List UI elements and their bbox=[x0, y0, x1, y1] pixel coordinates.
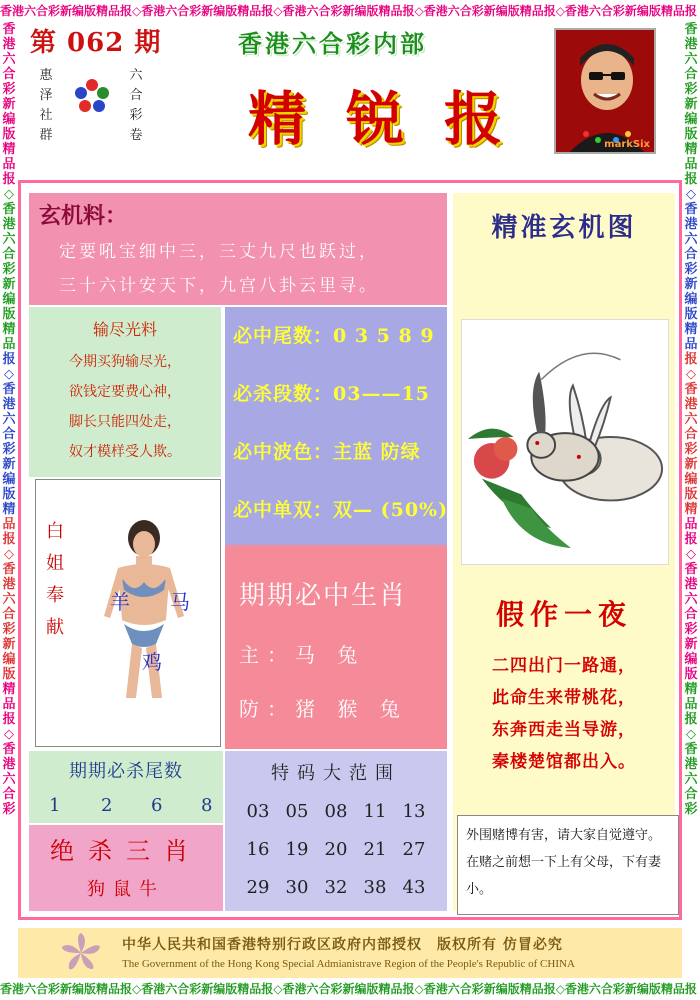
side-border-glyph: 香 bbox=[2, 742, 16, 757]
range-number: 20 bbox=[324, 839, 348, 860]
gift-zodiac-rooster: 鸡 bbox=[142, 650, 162, 674]
side-border-glyph: 六 bbox=[684, 52, 698, 67]
side-border-glyph: 品 bbox=[2, 697, 16, 712]
side-border-glyph: ◇ bbox=[4, 727, 14, 742]
mystery-picture-title: 精准玄机图 bbox=[491, 213, 637, 243]
side-border-glyph: 合 bbox=[684, 427, 698, 442]
side-border-glyph: 六 bbox=[2, 52, 16, 67]
gift-zodiac-sheep: 羊 bbox=[110, 590, 130, 614]
side-border-glyph: 新 bbox=[684, 97, 698, 112]
footer-chinese-text: 中华人民共和国香港特别行政区政府内部授权 版权所有 仿冒必究 bbox=[122, 937, 563, 953]
side-border-glyph: 彩 bbox=[2, 802, 16, 817]
side-border-glyph: 精 bbox=[2, 502, 16, 517]
range-number: 30 bbox=[285, 877, 309, 898]
side-border-glyph: 港 bbox=[2, 217, 16, 232]
portrait-brand: markSix bbox=[604, 139, 650, 150]
side-border-glyph: 香 bbox=[2, 382, 16, 397]
side-border-glyph: 版 bbox=[684, 127, 698, 142]
side-border-glyph: 港 bbox=[684, 577, 698, 592]
side-border-glyph: 新 bbox=[2, 97, 16, 112]
side-border-glyph: 编 bbox=[684, 292, 698, 307]
poem-line: 此命生来带桃花， bbox=[492, 688, 636, 708]
lost-line: 欲钱定要费心神， bbox=[69, 384, 181, 400]
range-number: 32 bbox=[324, 877, 348, 898]
side-border-glyph: ◇ bbox=[4, 187, 14, 202]
side-border-glyph: 品 bbox=[684, 157, 698, 172]
kill-tail-number: 8 bbox=[201, 795, 213, 816]
side-border-glyph: 香 bbox=[2, 562, 16, 577]
top-border-strip bbox=[0, 0, 700, 22]
lost-line: 今期买狗输尽光， bbox=[69, 354, 181, 370]
side-border-glyph: 版 bbox=[2, 487, 16, 502]
footer bbox=[18, 928, 682, 978]
side-border-glyph: 彩 bbox=[684, 622, 698, 637]
side-border-glyph: 编 bbox=[2, 112, 16, 127]
prediction-tail-numbers: 必中尾数：0 3 5 8 9 bbox=[233, 325, 435, 347]
side-border-glyph: 新 bbox=[684, 457, 698, 472]
lost-line: 脚长只能四处走， bbox=[69, 414, 181, 430]
side-border-glyph: 合 bbox=[684, 247, 698, 262]
side-border-glyph: 港 bbox=[684, 217, 698, 232]
range-panel bbox=[225, 751, 447, 911]
side-border-glyph: 港 bbox=[684, 37, 698, 52]
side-border-glyph: 报 bbox=[684, 532, 698, 547]
range-number: 13 bbox=[402, 801, 426, 822]
logo bbox=[30, 62, 160, 143]
side-border-glyph: 彩 bbox=[684, 802, 698, 817]
portrait-illustration bbox=[556, 30, 656, 154]
side-border-glyph: ◇ bbox=[4, 547, 14, 562]
side-border-glyph: 合 bbox=[2, 247, 16, 262]
riddle-line: 定要吼宝细中三，三丈九尺也跃过， bbox=[59, 242, 379, 262]
range-number: 43 bbox=[402, 877, 426, 898]
gift-panel bbox=[35, 479, 221, 747]
side-border-glyph: 港 bbox=[684, 757, 698, 772]
side-border-glyph: 版 bbox=[684, 487, 698, 502]
side-border-glyph: 版 bbox=[684, 307, 698, 322]
logo-left-text: 惠泽社群 bbox=[39, 68, 53, 143]
side-border-glyph: ◇ bbox=[686, 547, 696, 562]
side-border-glyph: 港 bbox=[2, 757, 16, 772]
riddle-title: 玄机料： bbox=[39, 203, 128, 229]
zodiac-title: 期期必中生肖 bbox=[239, 581, 408, 611]
side-border-glyph: 合 bbox=[2, 427, 16, 442]
side-border-glyph: 版 bbox=[2, 127, 16, 142]
side-border-glyph: 品 bbox=[2, 337, 16, 352]
side-border-glyph: 报 bbox=[2, 712, 16, 727]
side-border-glyph: 香 bbox=[684, 382, 698, 397]
prediction-odd-even: 必中单双：双— (50%) bbox=[233, 499, 449, 521]
side-border-glyph: ◇ bbox=[686, 367, 696, 382]
side-border-glyph: 香 bbox=[684, 562, 698, 577]
side-border-glyph: 港 bbox=[2, 397, 16, 412]
footer-english-text: The Government of the Hong Kong Special Admianistrave Region of the People's Republic of CHINA bbox=[122, 958, 575, 970]
side-border-glyph: 六 bbox=[2, 592, 16, 607]
kill-tail-number: 1 bbox=[49, 795, 61, 816]
side-border-glyph: 报 bbox=[2, 532, 16, 547]
side-border-glyph: 彩 bbox=[2, 262, 16, 277]
range-number: 21 bbox=[363, 839, 387, 860]
side-border-glyph: 精 bbox=[684, 502, 698, 517]
side-border-glyph: 彩 bbox=[684, 262, 698, 277]
lost-title: 输尽光料 bbox=[92, 320, 157, 339]
main-frame bbox=[18, 180, 682, 920]
predictions-panel bbox=[225, 307, 447, 545]
kill-tail-title: 期期必杀尾数 bbox=[69, 761, 183, 782]
side-border-glyph: 香 bbox=[684, 22, 698, 37]
side-border-glyph: 品 bbox=[2, 517, 16, 532]
kill-tail-panel bbox=[29, 751, 223, 823]
range-number: 29 bbox=[246, 877, 270, 898]
side-border-glyph: 版 bbox=[2, 667, 16, 682]
range-number: 08 bbox=[324, 801, 348, 822]
side-border-glyph: 品 bbox=[684, 697, 698, 712]
bauhinia-flower-icon bbox=[58, 930, 104, 976]
range-number: 05 bbox=[285, 801, 309, 822]
range-number: 03 bbox=[246, 801, 270, 822]
side-border-glyph: 彩 bbox=[2, 442, 16, 457]
kill-tail-number: 6 bbox=[151, 795, 163, 816]
gift-zodiac-horse: 马 bbox=[170, 590, 190, 614]
side-border-glyph: 合 bbox=[684, 787, 698, 802]
side-border-glyph: 编 bbox=[2, 652, 16, 667]
riddle-panel bbox=[29, 193, 447, 305]
range-number: 19 bbox=[285, 839, 309, 860]
side-border-glyph: 六 bbox=[2, 412, 16, 427]
side-border-glyph: 彩 bbox=[2, 622, 16, 637]
riddle-line: 三十六计安天下，九宫八卦云里寻。 bbox=[59, 276, 379, 296]
header bbox=[18, 22, 682, 170]
side-border-glyph: 彩 bbox=[684, 442, 698, 457]
side-border-glyph: 新 bbox=[684, 637, 698, 652]
side-border-glyph: 报 bbox=[2, 352, 16, 367]
side-border-glyph: 版 bbox=[684, 667, 698, 682]
side-border-glyph: 彩 bbox=[2, 82, 16, 97]
side-border-glyph: 编 bbox=[684, 112, 698, 127]
side-border-glyph: 港 bbox=[2, 577, 16, 592]
side-border-glyph: 报 bbox=[684, 352, 698, 367]
range-number: 38 bbox=[363, 877, 387, 898]
issue-number: 第 062 期 bbox=[30, 28, 162, 58]
left-border-strip bbox=[0, 22, 18, 978]
page-title: 精锐报 bbox=[248, 85, 543, 153]
side-border-glyph: 合 bbox=[684, 607, 698, 622]
side-border-glyph: 六 bbox=[684, 232, 698, 247]
right-border-strip bbox=[682, 22, 700, 978]
side-border-glyph: 精 bbox=[684, 682, 698, 697]
bottom-border-strip bbox=[0, 978, 700, 1000]
kill-three-panel bbox=[29, 825, 223, 911]
side-border-glyph: 精 bbox=[684, 142, 698, 157]
side-border-glyph: 六 bbox=[684, 592, 698, 607]
range-number: 11 bbox=[363, 801, 387, 822]
gambling-notice: 外围赌博有害，请大家自觉遵守。在赌之前想一下上有父母，下有妻小。 bbox=[457, 815, 679, 915]
side-border-glyph: 精 bbox=[684, 322, 698, 337]
logo-right-text: 六合彩卷 bbox=[129, 68, 143, 143]
zodiac-panel bbox=[225, 545, 447, 749]
side-border-glyph: 报 bbox=[684, 712, 698, 727]
range-title: 特码大范围 bbox=[271, 763, 401, 784]
side-border-glyph: 编 bbox=[2, 472, 16, 487]
kill-three-title: 绝杀三肖 bbox=[50, 837, 202, 865]
range-number: 16 bbox=[246, 839, 270, 860]
side-border-glyph: ◇ bbox=[686, 727, 696, 742]
gift-vertical-text: 白姐奉献 bbox=[46, 521, 64, 638]
zodiac-main: 主：马 兔 bbox=[239, 643, 366, 667]
range-number: 27 bbox=[402, 839, 426, 860]
side-border-glyph: 六 bbox=[2, 772, 16, 787]
side-border-glyph: 六 bbox=[684, 412, 698, 427]
side-border-glyph: 精 bbox=[2, 142, 16, 157]
side-border-glyph: ◇ bbox=[4, 367, 14, 382]
side-border-glyph: 精 bbox=[2, 682, 16, 697]
rabbit-painting bbox=[461, 319, 669, 565]
top-border-text: 香港六合彩新编版精品报◇香港六合彩新编版精品报◇香港六合彩新编版精品报◇香港六合彩新编版精品报◇香港六合彩新编版精品报 bbox=[0, 4, 697, 18]
side-border-glyph: 编 bbox=[684, 652, 698, 667]
side-border-glyph: 合 bbox=[2, 607, 16, 622]
side-border-glyph: 版 bbox=[2, 307, 16, 322]
poem-line: 二四出门一路通， bbox=[492, 656, 636, 676]
prediction-kill-segment: 必杀段数：03——15 bbox=[233, 383, 430, 405]
side-border-glyph: 品 bbox=[684, 517, 698, 532]
side-border-glyph: 新 bbox=[684, 277, 698, 292]
side-border-glyph: 新 bbox=[2, 277, 16, 292]
side-border-glyph: 精 bbox=[2, 322, 16, 337]
side-border-glyph: 合 bbox=[2, 787, 16, 802]
subtitle: 香港六合彩内部 bbox=[238, 29, 427, 58]
side-border-glyph: 六 bbox=[2, 232, 16, 247]
side-border-glyph: 报 bbox=[2, 172, 16, 187]
lottery-balls-icon bbox=[72, 76, 112, 116]
side-border-glyph: 报 bbox=[684, 172, 698, 187]
side-border-glyph: ◇ bbox=[686, 187, 696, 202]
lost-panel bbox=[29, 307, 221, 477]
side-border-glyph: 香 bbox=[684, 742, 698, 757]
side-border-glyph: 合 bbox=[684, 67, 698, 82]
side-border-glyph: 香 bbox=[684, 202, 698, 217]
side-border-glyph: 编 bbox=[2, 292, 16, 307]
side-border-glyph: 合 bbox=[2, 67, 16, 82]
zodiac-guard: 防：猪 猴 兔 bbox=[239, 697, 408, 721]
prediction-wave-color: 必中波色：主蓝 防绿 bbox=[233, 441, 421, 463]
poem-title: 假作一夜 bbox=[495, 598, 632, 631]
side-border-glyph: 编 bbox=[684, 472, 698, 487]
side-border-glyph: 彩 bbox=[684, 82, 698, 97]
side-border-glyph: 香 bbox=[2, 202, 16, 217]
lost-line: 奴才模样受人欺。 bbox=[69, 444, 181, 460]
side-border-glyph: 品 bbox=[2, 157, 16, 172]
side-border-glyph: 新 bbox=[2, 457, 16, 472]
side-border-glyph: 港 bbox=[684, 397, 698, 412]
portrait-photo bbox=[554, 28, 656, 154]
side-border-glyph: 六 bbox=[684, 772, 698, 787]
poem-line: 东奔西走当导游， bbox=[492, 720, 636, 740]
side-border-glyph: 香 bbox=[2, 22, 16, 37]
poem-line: 秦楼楚馆都出入。 bbox=[492, 752, 636, 772]
right-column bbox=[453, 193, 675, 911]
side-border-glyph: 新 bbox=[2, 637, 16, 652]
bottom-border-text: 香港六合彩新编版精品报◇香港六合彩新编版精品报◇香港六合彩新编版精品报◇香港六合彩新编版精品报◇香港六合彩新编版精品报 bbox=[0, 982, 697, 996]
kill-three-animals: 狗鼠牛 bbox=[87, 879, 165, 900]
side-border-glyph: 品 bbox=[684, 337, 698, 352]
side-border-glyph: 港 bbox=[2, 37, 16, 52]
kill-tail-number: 2 bbox=[101, 795, 113, 816]
